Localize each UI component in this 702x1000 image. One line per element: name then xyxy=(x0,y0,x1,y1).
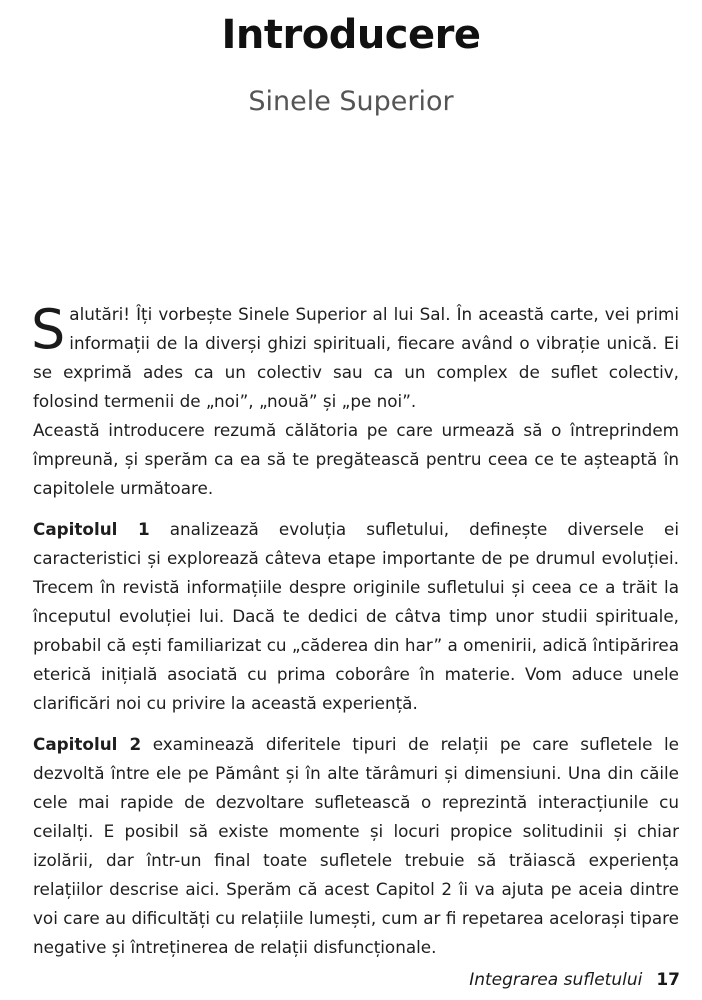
chapter-2-label: Capitolul 2 xyxy=(33,734,142,754)
page-number: 17 xyxy=(656,970,680,990)
chapter-subtitle: Sinele Superior xyxy=(248,86,454,117)
paragraph-intro-text: alutări! Îți vorbește Sinele Superior al lui Sal. În această carte, vei primi informații de la diverși ghizi spirituali, fiecare având o vibrație unică. Ei se exprimă ades ca un colectiv sau ca un complex de suflet colectiv, folosind termenii de „noi”, „nouă” și „pe noi”. xyxy=(33,304,679,411)
book-title: Integrarea sufletului xyxy=(469,970,643,990)
page-footer xyxy=(469,970,680,990)
paragraph-summary-text: Această introducere rezumă călătoria pe care urmează să o întreprindem împreună, și sperăm ca ea să te pregătească pentru ceea ce te așteaptă în capitolele următoare. xyxy=(33,420,679,498)
paragraph-chapter-1 xyxy=(33,515,679,718)
paragraph-intro xyxy=(33,300,679,416)
dropcap-letter: S xyxy=(31,298,66,361)
chapter-title: Introducere xyxy=(221,12,481,58)
paragraph-chapter-2 xyxy=(33,730,679,962)
chapter-1-label: Capitolul 1 xyxy=(33,519,150,539)
paragraph-chapter-1-text: analizează evoluția sufletului, definește diversele ei caracteristici și explorează câteva etape importante de pe drumul evoluției. Trecem în revistă informațiile despre originile sufletului și ceea ce a trăit la începutul evoluției lui. Dacă te dedici de câtva timp unor studii spirituale, probabil că ești familiarizat cu „căderea din har” a omenirii, adică întipărirea eterică inițială asociată cu prima coborâre în materie. Vom aduce unele clarificări noi cu privire la această experiență. xyxy=(33,519,679,713)
body-text xyxy=(33,300,679,962)
paragraph-chapter-2-text: examinează diferitele tipuri de relații pe care sufletele le dezvoltă între ele pe Pământ și în alte tărâmuri și dimensiuni. Una din căile cele mai rapide de dezvoltare sufletească o reprezintă interacțiunile cu ceilalți. E posibil să existe momente și locuri propice solitudinii și chiar izolării, dar într-un final toate sufletele trebuie să trăiască experiența relațiilor descrise aici. Sperăm că acest Capitol 2 îi va ajuta pe aceia dintre voi care au dificultăți cu relațiile lumești, cum ar fi repetarea acelorași tipare negative și întreținerea de relații disfuncționale. xyxy=(33,734,679,957)
paragraph-summary xyxy=(33,416,679,503)
